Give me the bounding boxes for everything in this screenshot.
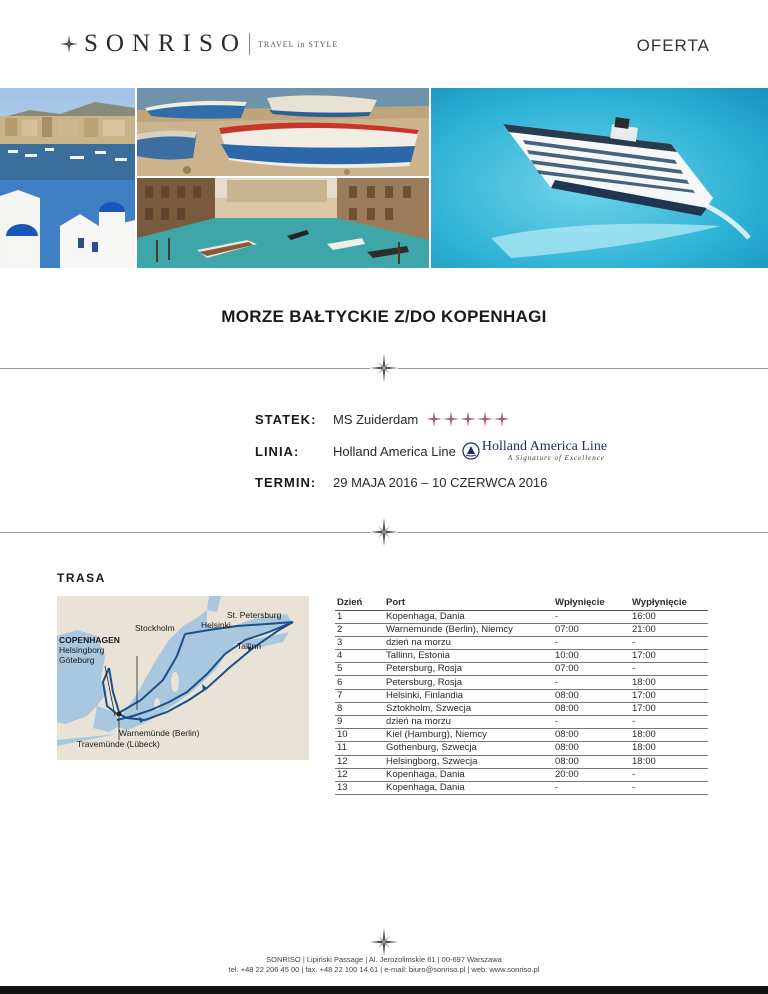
table-row [335, 755, 708, 768]
photo-collage [0, 88, 768, 268]
column-header-day: Dzień [335, 597, 384, 610]
star-rating-icon [477, 411, 493, 427]
table-row [335, 742, 708, 755]
line-label: LINIA: [255, 443, 300, 459]
cell-arrival: - [553, 636, 630, 649]
table-row [335, 636, 708, 649]
cell-port: Gothenburg, Szwecja [384, 742, 553, 755]
cell-day: 11 [335, 742, 384, 755]
table-row [335, 781, 708, 794]
cell-port: Kiel (Hamburg), Niemcy [384, 729, 553, 742]
cell-port: Kopenhaga, Dania [384, 781, 553, 794]
column-header-departure: Wypłynięcie [630, 597, 708, 610]
cell-arrival: 08:00 [553, 689, 630, 702]
logo-separator [249, 33, 250, 55]
divider-line-right [398, 368, 768, 369]
cell-arrival: 10:00 [553, 650, 630, 663]
table-row [335, 650, 708, 663]
itinerary-table [335, 597, 708, 795]
ship-rating [426, 411, 511, 427]
divider-line-left [0, 368, 370, 369]
section-divider [0, 354, 768, 384]
cell-day: 7 [335, 689, 384, 702]
section-divider [0, 518, 768, 548]
cell-day: 6 [335, 676, 384, 689]
cell-day: 9 [335, 716, 384, 729]
holland-america-tagline: A Signature of Excellence [507, 454, 605, 462]
cell-departure: 17:00 [630, 650, 708, 663]
cell-day: 8 [335, 702, 384, 715]
cell-arrival: - [553, 610, 630, 623]
cell-departure: - [630, 636, 708, 649]
cell-day: 1 [335, 610, 384, 623]
cell-day: 2 [335, 623, 384, 636]
divider-line-left [0, 532, 370, 533]
photo-fishing-boats [137, 88, 429, 176]
cell-port: Helsingborg, Szwecja [384, 755, 553, 768]
cell-arrival: 08:00 [553, 742, 630, 755]
cell-departure: - [630, 663, 708, 676]
footer-contact-details[interactable]: tel. +48 22 206 45 00 | fax. +48 22 100 14 61 | e-mail: biuro@sonriso.pl | web: www.sonriso.pl [228, 965, 540, 974]
table-row [335, 729, 708, 742]
cell-port: Helsinki, Finlandia [384, 689, 553, 702]
holland-america-name: Holland America Line [481, 439, 608, 454]
map-label-helsingborg: Helsingborg [59, 645, 105, 655]
cell-arrival: 08:00 [553, 702, 630, 715]
cell-day: 13 [335, 781, 384, 794]
star-rating-icon [426, 411, 442, 427]
term-label: TERMIN: [255, 474, 317, 490]
compass-star-icon [370, 354, 398, 382]
cell-port: dzień na morzu [384, 636, 553, 649]
map-label-stockholm: Stockholm [135, 623, 175, 633]
photo-venice-canal [137, 178, 429, 268]
star-rating-icon [494, 411, 510, 427]
cell-departure: - [630, 781, 708, 794]
cell-arrival: 07:00 [553, 663, 630, 676]
table-header-row [335, 597, 708, 610]
cell-day: 12 [335, 768, 384, 781]
photo-coastal-town [0, 88, 135, 268]
star-rating-icon [443, 411, 459, 427]
holland-america-wordmark [482, 440, 607, 462]
ship-row [255, 409, 511, 429]
cell-arrival: 07:00 [553, 623, 630, 636]
cell-departure: - [630, 768, 708, 781]
table-row [335, 623, 708, 636]
table-row [335, 768, 708, 781]
page-title: MORZE BAŁTYCKIE Z/DO KOPENHAGI [221, 307, 547, 326]
cell-port: Kopenhaga, Dania [384, 768, 553, 781]
ship-value: MS Zuiderdam [333, 411, 419, 427]
logo-wordmark: SONRISO [84, 30, 247, 57]
cell-day: 5 [335, 663, 384, 676]
footer-address: SONRISO | Lipiński Passage | Al. Jerozolimskie 61 | 00-697 Warszawa [266, 955, 502, 964]
cell-arrival: - [553, 781, 630, 794]
cell-departure: 18:00 [630, 742, 708, 755]
cell-day: 4 [335, 650, 384, 663]
cell-departure: 16:00 [630, 610, 708, 623]
cell-port: Kopenhaga, Dania [384, 610, 553, 623]
cell-port: Tallinn, Estonia [384, 650, 553, 663]
cell-departure: 18:00 [630, 729, 708, 742]
route-map[interactable] [57, 596, 309, 760]
map-label-helsinki: Helsinki [201, 620, 231, 630]
cell-day: 10 [335, 729, 384, 742]
table-row [335, 716, 708, 729]
bottom-bar [0, 986, 768, 994]
line-row [255, 441, 607, 461]
map-label-travemunde: Travemünde (Lübeck) [77, 739, 160, 749]
cell-arrival: 08:00 [553, 755, 630, 768]
map-label-warnemunde: Warnemünde (Berlin) [119, 728, 200, 738]
divider-line-right [398, 532, 768, 533]
cell-departure: 18:00 [630, 755, 708, 768]
compass-star-icon [60, 35, 78, 53]
cell-arrival: - [553, 676, 630, 689]
holland-america-logo [462, 440, 607, 462]
map-label-copenhagen: COPENHAGEN [59, 635, 120, 645]
cell-port: Petersburg, Rosja [384, 676, 553, 689]
map-label-tallinn: Tallinn [237, 641, 262, 651]
star-rating-icon [460, 411, 476, 427]
term-row [255, 472, 547, 492]
table-row [335, 689, 708, 702]
cell-arrival: 20:00 [553, 768, 630, 781]
compass-star-icon [370, 518, 398, 546]
map-label-goteborg: Göteburg [59, 655, 95, 665]
table-row [335, 663, 708, 676]
cell-departure: 21:00 [630, 623, 708, 636]
cell-day: 12 [335, 755, 384, 768]
cell-departure: 17:00 [630, 689, 708, 702]
photo-cruise-ship [431, 88, 768, 268]
compass-star-icon [370, 928, 398, 956]
cell-departure: 17:00 [630, 702, 708, 715]
sonriso-logo[interactable] [60, 30, 338, 58]
offer-label: OFERTA [636, 36, 710, 55]
term-value: 29 MAJA 2016 – 10 CZERWCA 2016 [333, 474, 548, 490]
cell-port: dzień na morzu [384, 716, 553, 729]
footer-divider [0, 928, 768, 956]
column-header-arrival: Wpłynięcie [553, 597, 630, 610]
cell-port: Petersburg, Rosja [384, 663, 553, 676]
table-row [335, 702, 708, 715]
cell-port: Warnemunde (Berlin), Niemcy [384, 623, 553, 636]
cell-day: 3 [335, 636, 384, 649]
logo-tagline: TRAVEL in STYLE [257, 39, 339, 49]
holland-america-emblem-icon [462, 442, 480, 460]
line-value: Holland America Line [333, 443, 456, 459]
cell-departure: 18:00 [630, 676, 708, 689]
table-row [335, 676, 708, 689]
cell-port: Sztokholm, Szwecja [384, 702, 553, 715]
route-heading: TRASA [57, 571, 106, 585]
header [0, 0, 768, 88]
map-label-st-petersburg: St. Petersburg [227, 610, 282, 620]
ship-label: STATEK: [255, 411, 317, 427]
cell-arrival: - [553, 716, 630, 729]
cell-departure: - [630, 716, 708, 729]
column-header-port: Port [384, 597, 553, 610]
cell-arrival: 08:00 [553, 729, 630, 742]
table-row [335, 610, 708, 623]
footer-contact [0, 955, 768, 975]
